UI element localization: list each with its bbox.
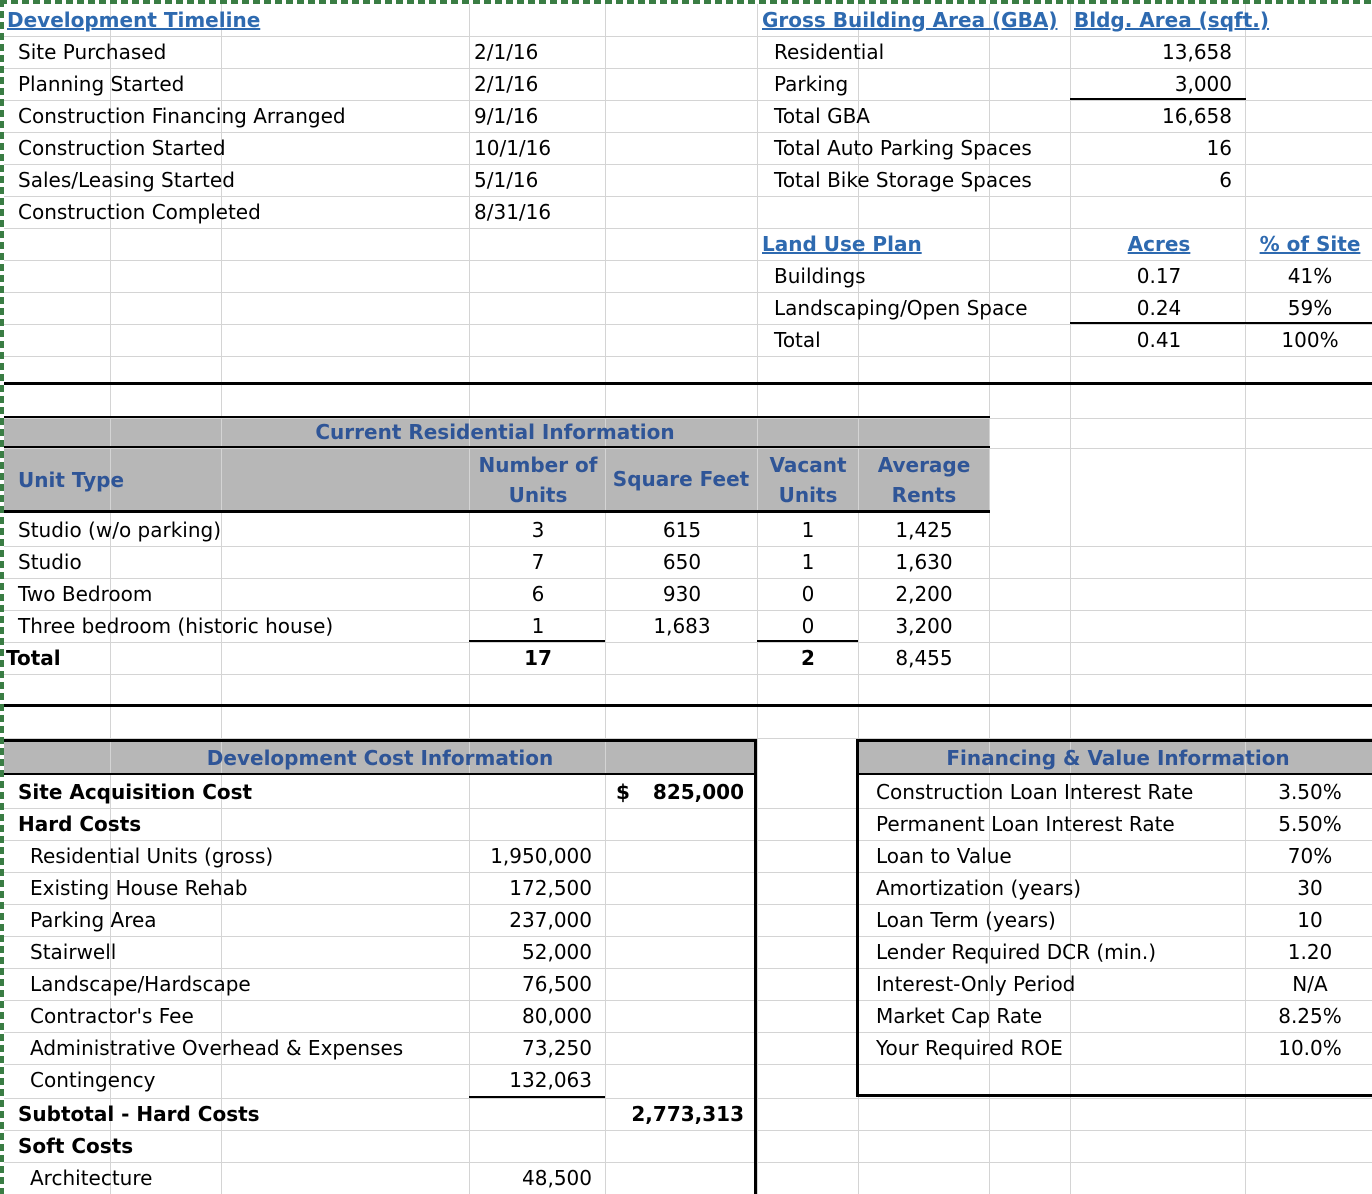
site-acquisition-value: 825,000 (652, 780, 744, 804)
land-use-label: Buildings (774, 264, 866, 288)
rent-cell: 1,630 (895, 550, 953, 574)
vacant-cell: 0 (801, 614, 815, 638)
hard-cost-label: Contractor's Fee (30, 1004, 194, 1028)
land-use-acres: 0.24 (1136, 296, 1182, 320)
timeline-date: 2/1/16 (474, 72, 539, 96)
financing-value: 10 (1297, 908, 1323, 932)
financing-value: 5.50% (1278, 812, 1342, 836)
gba-title[interactable]: Gross Building Area (GBA) (762, 8, 1058, 32)
unit-type-cell: Studio (w/o parking) (18, 518, 222, 542)
land-use-pct: 100% (1281, 328, 1339, 352)
hard-cost-label: Stairwell (30, 940, 117, 964)
hard-cost-label: Parking Area (30, 908, 157, 932)
financing-label: Market Cap Rate (876, 1004, 1043, 1028)
financing-label: Loan Term (years) (876, 908, 1056, 932)
timeline-date: 10/1/16 (474, 136, 552, 160)
selection-border-top (0, 0, 1372, 4)
gba-value: 6 (1219, 168, 1232, 192)
timeline-label: Construction Started (18, 136, 226, 160)
units-cell: 3 (531, 518, 545, 542)
unit-type-cell: Three bedroom (historic house) (18, 614, 334, 638)
soft-costs-label: Soft Costs (18, 1134, 134, 1158)
timeline-date: 2/1/16 (474, 40, 539, 64)
land-use-acres: 0.17 (1136, 264, 1182, 288)
unit-type-cell: Two Bedroom (18, 582, 153, 606)
timeline-label: Site Purchased (18, 40, 167, 64)
hard-cost-label: Existing House Rehab (30, 876, 248, 900)
sqft-cell: 930 (662, 582, 702, 606)
hard-cost-value: 172,500 (509, 876, 592, 900)
total-rent: 8,455 (895, 646, 953, 670)
dev-cost-title: Development Cost Information (206, 746, 554, 770)
acres-header[interactable]: Acres (1127, 232, 1191, 256)
gba-value: 16 (1206, 136, 1232, 160)
hard-cost-value: 1,950,000 (490, 844, 592, 868)
land-use-title[interactable]: Land Use Plan (762, 232, 922, 256)
financing-label: Permanent Loan Interest Rate (876, 812, 1175, 836)
section-divider (4, 704, 1372, 707)
rent-cell: 3,200 (895, 614, 953, 638)
financing-label: Your Required ROE (876, 1036, 1063, 1060)
timeline-date: 8/31/16 (474, 200, 552, 224)
units-cell: 6 (531, 582, 545, 606)
vacant-cell: 1 (801, 518, 815, 542)
timeline-title[interactable]: Development Timeline (7, 8, 261, 32)
sqft-cell: 1,683 (653, 614, 711, 638)
gba-label: Total Bike Storage Spaces (774, 168, 1032, 192)
sqft-cell: 615 (662, 518, 702, 542)
timeline-label: Construction Financing Arranged (18, 104, 346, 128)
soft-cost-value: 48,500 (522, 1166, 592, 1190)
hard-cost-value: 52,000 (522, 940, 592, 964)
pct-site-header[interactable]: % of Site (1259, 232, 1361, 256)
gba-value: 16,658 (1162, 104, 1232, 128)
timeline-label: Planning Started (18, 72, 185, 96)
gba-value: 3,000 (1174, 72, 1232, 96)
rents-header: Average (877, 453, 971, 477)
financing-value: 10.0% (1278, 1036, 1342, 1060)
land-use-acres: 0.41 (1136, 328, 1182, 352)
financing-title: Financing & Value Information (946, 746, 1290, 770)
gba-value: 13,658 (1162, 40, 1232, 64)
hard-cost-label: Residential Units (gross) (30, 844, 274, 868)
financing-value: 1.20 (1287, 940, 1333, 964)
hard-costs-label: Hard Costs (18, 812, 142, 836)
residential-total-label: Total (6, 646, 61, 670)
financing-value: 8.25% (1278, 1004, 1342, 1028)
hard-cost-value: 237,000 (509, 908, 592, 932)
financing-label: Amortization (years) (876, 876, 1082, 900)
units-cell: 7 (531, 550, 545, 574)
financing-label: Lender Required DCR (min.) (876, 940, 1157, 964)
land-use-pct: 59% (1287, 296, 1333, 320)
rent-cell: 1,425 (895, 518, 953, 542)
land-use-pct: 41% (1287, 264, 1333, 288)
vacant-cell: 1 (801, 550, 815, 574)
financing-value: 3.50% (1278, 780, 1342, 804)
section-divider (4, 382, 1372, 385)
hard-cost-value: 80,000 (522, 1004, 592, 1028)
timeline-label: Sales/Leasing Started (18, 168, 235, 192)
subtotal-hard-costs-label: Subtotal - Hard Costs (18, 1102, 260, 1126)
vacant-cell: 0 (801, 582, 815, 606)
selection-border-left (0, 0, 4, 1194)
hard-cost-label: Landscape/Hardscape (30, 972, 251, 996)
timeline-date: 9/1/16 (474, 104, 539, 128)
hard-cost-label: Contingency (30, 1068, 156, 1092)
hard-cost-value: 76,500 (522, 972, 592, 996)
financing-label: Interest-Only Period (876, 972, 1076, 996)
soft-cost-label: Architecture (30, 1166, 153, 1190)
hard-cost-label: Administrative Overhead & Expenses (30, 1036, 404, 1060)
rents-header-2: Rents (891, 483, 957, 507)
unit-type-cell: Studio (18, 550, 82, 574)
total-vacant: 2 (801, 646, 815, 670)
total-units: 17 (524, 646, 552, 670)
residential-title: Current Residential Information (315, 420, 675, 444)
financing-value: 30 (1297, 876, 1323, 900)
financing-value: N/A (1292, 972, 1328, 996)
vacant-header-2: Units (778, 483, 838, 507)
hard-cost-value: 132,063 (509, 1068, 592, 1092)
gba-label: Total Auto Parking Spaces (774, 136, 1032, 160)
site-acquisition-label: Site Acquisition Cost (18, 780, 253, 804)
financing-label: Loan to Value (876, 844, 1012, 868)
timeline-date: 5/1/16 (474, 168, 539, 192)
num-units-header: Number of (478, 453, 598, 477)
gba-label: Residential (774, 40, 885, 64)
sqft-cell: 650 (662, 550, 702, 574)
units-cell: 1 (531, 614, 545, 638)
num-units-header-2: Units (508, 483, 568, 507)
gba-label: Total GBA (774, 104, 870, 128)
land-use-label: Total (774, 328, 821, 352)
bldg-area-header[interactable]: Bldg. Area (sqft.) (1074, 8, 1270, 32)
financing-value: 70% (1287, 844, 1333, 868)
timeline-label: Construction Completed (18, 200, 261, 224)
financing-label: Construction Loan Interest Rate (876, 780, 1194, 804)
currency-symbol: $ (616, 780, 630, 804)
sqft-header: Square Feet (612, 467, 750, 491)
vacant-header: Vacant (769, 453, 847, 477)
land-use-label: Landscaping/Open Space (774, 296, 1028, 320)
unit-type-header: Unit Type (18, 468, 125, 492)
rent-cell: 2,200 (895, 582, 953, 606)
hard-cost-value: 73,250 (522, 1036, 592, 1060)
subtotal-hard-costs-value: 2,773,313 (631, 1102, 744, 1126)
gba-label: Parking (774, 72, 849, 96)
